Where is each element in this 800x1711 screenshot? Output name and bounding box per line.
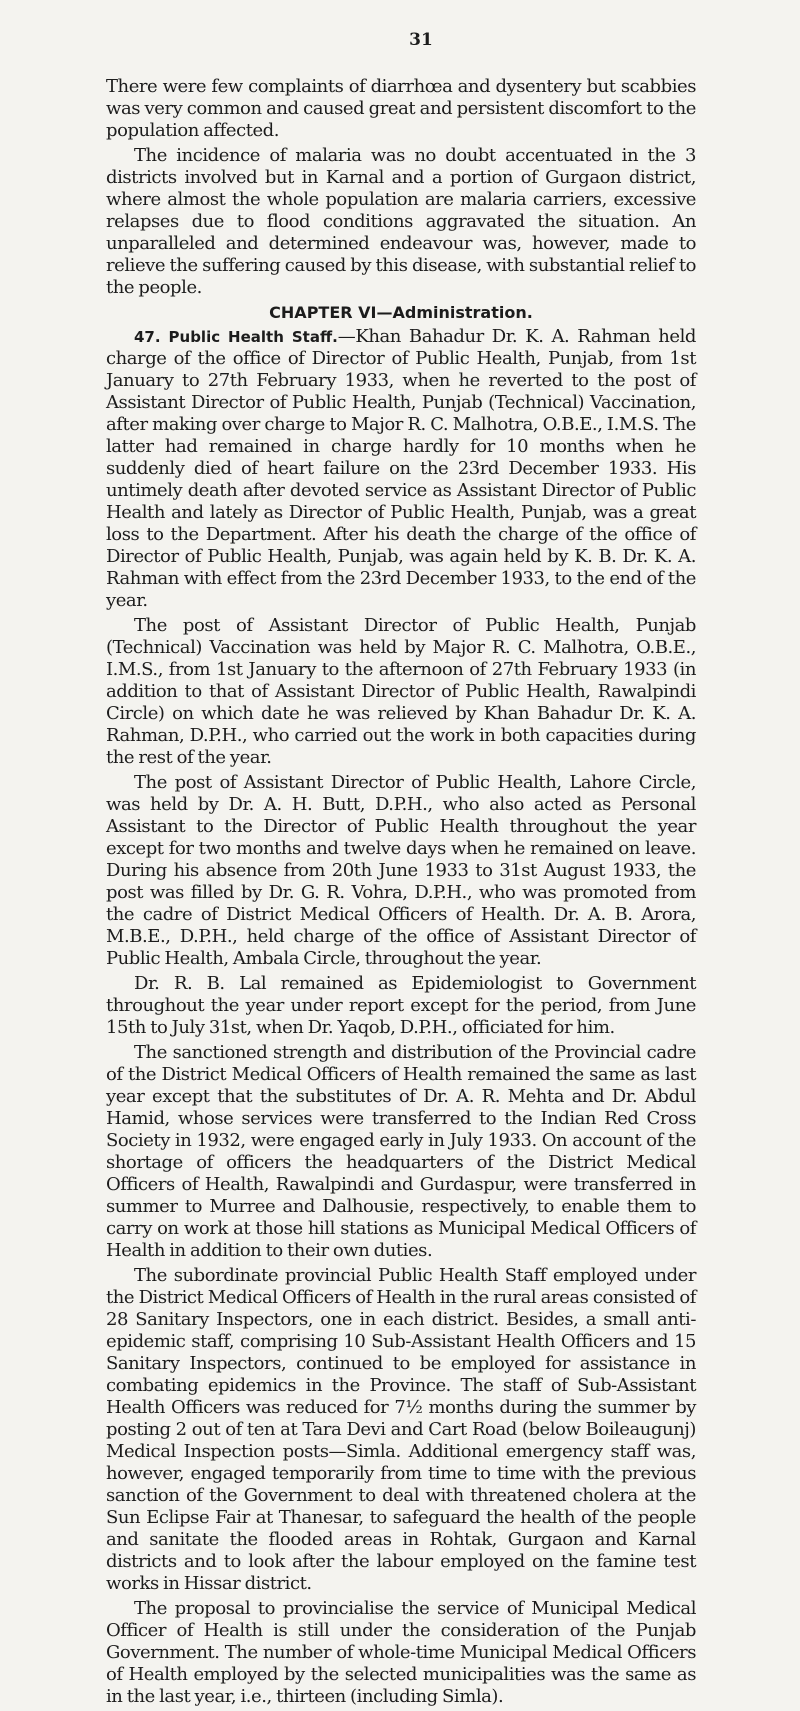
paragraph-malaria: The incidence of malaria was no doubt accentuated in the 3 districts involved but in Karnal and a portion of Gurgaon district, where almost the whole population are malaria carriers, excessive relapses due to flood conditions aggravated the situation. An unparalleled and determined endeavour was, however, made to relieve the suffering caused by this disease, with substantial relief to the people. (106, 145, 696, 298)
paragraph-sanctioned-strength: The sanctioned strength and distribution of the Provincial cadre of the District Medical Officers of Health remained the same as last year except that the substitutes of Dr. A. R. Mehta and Dr. Abdul Hamid, whose services were transferred to the Indian Red Cross Society in 1932, were engaged early in July 1933. On account of the shortage of officers the headquarters of the District Medical Officers of Health, Rawalpindi and Gurdaspur, were transferred in summer to Murree and Dalhousie, respectively, to enable them to carry on work at those hill stations as Municipal Medical Officers of Health in addition to their own duties. (106, 1042, 696, 1261)
paragraph-vaccination: The post of Assistant Director of Public Health, Punjab (Technical) Vaccination was held by Major R. C. Malhotra, O.B.E., I.M.S., from 1st January to the afternoon of 27th February 1933 (in addition to that of Assistant Director of Public Health, Rawalpindi Circle) on which date he was relieved by Khan Bahadur Dr. K. A. Rahman, D.P.H., who carried out the work in both capacities during the rest of the year. (106, 615, 696, 768)
paragraph-epidemiologist: Dr. R. B. Lal remained as Epidemiologist to Government throughout the year under report except for the period, from June 15th to July 31st, when Dr. Yaqob, D.P.H., officiated for him. (106, 973, 696, 1038)
chapter-heading: CHAPTER VI—Administration. (269, 303, 533, 322)
paragraph-subordinate-staff: The subordinate provincial Public Health Staff employed under the District Medical Officers of Health in the rural areas consisted of 28 Sanitary Inspectors, one in each district. Besides, a small anti-epidemic staff, comprising 10 Sub-Assistant Health Officers and 15 Sanitary Inspectors, continued to be employed for assistance in combating epidemics in the Province. The staff of Sub-Assistant Health Officers was reduced for 7½ months during the summer by posting 2 out of ten at Tara Devi and Cart Road (below Boileaugunj) Medical Inspection posts—Simla. Additional emergency staff was, however, engaged temporarily from time to time with the previous sanction of the Government to deal with threatened cholera at the Sun Eclipse Fair at Thanesar, to safeguard the health of the people and sanitate the flooded areas in Rohtak, Gurgaon and Karnal districts and to look after the labour employed on the famine test works in Hissar district. (106, 1265, 696, 1594)
document-page (106, 30, 696, 1711)
paragraph-provincialise: The proposal to provincialise the service of Municipal Medical Officer of Health is still under the consideration of the Punjab Government. The number of whole-time Municipal Medical Officers of Health employed by the selected municipalities was the same as in the last year, i.e., thirteen (including Simla). (106, 1598, 696, 1707)
paragraph-lahore-circle: The post of Assistant Director of Public Health, Lahore Circle, was held by Dr. A. H. Butt, D.P.H., who also acted as Personal Assistant to the Director of Public Health throughout the year except for two months and twelve days when he remained on leave. During his absence from 20th June 1933 to 31st August 1933, the post was filled by Dr. G. R. Vohra, D.P.H., who was promoted from the cadre of District Medical Officers of Health. Dr. A. B. Arora, M.B.E., D.P.H., held charge of the office of Assistant Director of Public Health, Ambala Circle, throughout the year. (106, 772, 696, 969)
section-label: 47. Public Health Staff. (134, 328, 338, 346)
page-number: 31 (409, 30, 433, 50)
paragraph-public-health-staff (106, 326, 696, 612)
section-text: —Khan Bahadur Dr. K. A. Rahman held charge of the office of Director of Public Health, Punjab, from 1st January to 27th February 1933, when he reverted to the post of Assistant Director of Public Health, Punjab (Technical) Vaccination, after making over charge to Major R. C. Malhotra, O.B.E., I.M.S. The latter had remained in charge hardly for 10 months when he suddenly died of heart failure on the 23rd December 1933. His untimely death after devoted service as Assistant Director of Public Health and lately as Director of Public Health, Punjab, was a great loss to the Department. After his death the charge of the office of Director of Public Health, Punjab, was again held by K. B. Dr. K. A. Rahman with effect from the 23rd December 1933, to the end of the year. (106, 326, 696, 611)
paragraph-diarrhoea: There were few complaints of diarrhœa and dysentery but scabbies was very common and caused great and persistent discomfort to the population affected. (106, 76, 696, 141)
